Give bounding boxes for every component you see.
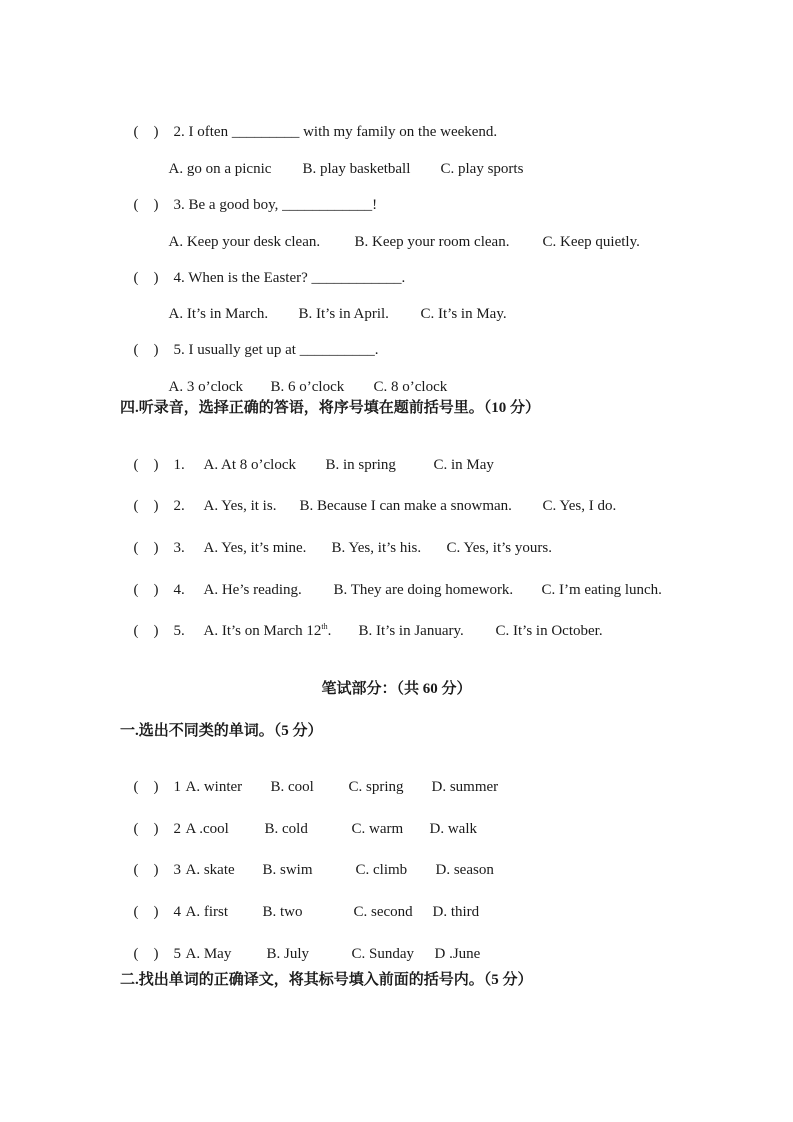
ordinal-suffix: th bbox=[321, 622, 328, 631]
question-3-options bbox=[161, 220, 640, 250]
option-c: C. play sports bbox=[440, 161, 524, 177]
word-item-2 bbox=[126, 807, 477, 837]
option-c: C. 8 o’clock bbox=[373, 379, 448, 395]
option-a: A. Yes, it’s mine. bbox=[203, 540, 307, 556]
answer-paren: ( ) bbox=[133, 821, 159, 837]
answer-paren: ( ) bbox=[133, 342, 159, 358]
item-number: 4 bbox=[173, 904, 181, 920]
answer-paren: ( ) bbox=[133, 623, 159, 639]
question-4-options bbox=[161, 292, 507, 322]
word-item-5 bbox=[126, 932, 480, 962]
option-c: C. spring bbox=[348, 779, 404, 795]
option-c: C. in May bbox=[433, 457, 494, 473]
listening-item-2 bbox=[126, 484, 616, 514]
answer-paren: ( ) bbox=[133, 582, 159, 598]
answer-paren: ( ) bbox=[133, 904, 159, 920]
option-c: C. Yes, I do. bbox=[542, 498, 617, 514]
word-item-3 bbox=[126, 848, 494, 878]
answer-paren: ( ) bbox=[133, 946, 159, 962]
option-b: B. in spring bbox=[325, 457, 396, 473]
option-b: B. It’s in April. bbox=[298, 306, 389, 322]
answer-paren: ( ) bbox=[133, 498, 159, 514]
question-stem: 3. Be a good boy, ____________! bbox=[173, 197, 378, 213]
answer-paren: ( ) bbox=[133, 197, 159, 213]
option-a-period: . bbox=[327, 623, 332, 639]
option-a: A. winter bbox=[185, 779, 243, 795]
option-b: B. They are doing homework. bbox=[333, 582, 514, 598]
question-5-options bbox=[161, 365, 447, 395]
question-stem: 2. I often _________ with my family on the weekend. bbox=[173, 124, 498, 140]
option-c: C. second bbox=[353, 904, 413, 920]
written-section-1-title: 一.选出不同类的单词。（5 分） bbox=[120, 723, 323, 739]
option-b: B. two bbox=[262, 904, 303, 920]
option-b: B. cool bbox=[270, 779, 314, 795]
option-b: B. swim bbox=[262, 862, 313, 878]
option-b: B. cold bbox=[264, 821, 308, 837]
listening-item-4 bbox=[126, 568, 662, 598]
option-a: A. Yes, it is. bbox=[203, 498, 277, 514]
item-number: 4. bbox=[173, 582, 185, 598]
item-number: 2. bbox=[173, 498, 185, 514]
question-2 bbox=[126, 110, 497, 140]
item-number: 2 bbox=[173, 821, 181, 837]
option-a bbox=[204, 624, 359, 639]
word-item-4 bbox=[126, 890, 479, 920]
option-d: D. season bbox=[435, 862, 494, 878]
item-number: 5. bbox=[173, 623, 185, 639]
option-a: A. It’s in March. bbox=[168, 306, 269, 322]
item-number: 1 bbox=[173, 779, 181, 795]
option-c: C. Yes, it’s yours. bbox=[446, 540, 552, 556]
listening-item-3 bbox=[126, 526, 552, 556]
question-5 bbox=[126, 328, 378, 358]
option-a: A. He’s reading. bbox=[203, 582, 302, 598]
option-a: A. skate bbox=[185, 862, 235, 878]
option-c: C. It’s in May. bbox=[420, 306, 507, 322]
answer-paren: ( ) bbox=[133, 124, 159, 140]
option-c: C. It’s in October. bbox=[495, 623, 603, 639]
question-stem: 4. When is the Easter? ____________. bbox=[173, 270, 406, 286]
item-number: 1. bbox=[173, 457, 185, 473]
option-c: C. climb bbox=[355, 862, 408, 878]
question-4 bbox=[126, 256, 405, 286]
written-part-title: 笔试部分：（共 60 分） bbox=[321, 681, 472, 697]
section-4-title: 四.听录音，选择正确的答语，将序号填在题前括号里。（10 分） bbox=[120, 400, 541, 416]
option-b: B. Because I can make a snowman. bbox=[299, 498, 512, 514]
answer-paren: ( ) bbox=[133, 457, 159, 473]
option-c: C. I’m eating lunch. bbox=[541, 582, 662, 598]
option-a-text: A. It’s on March 12 bbox=[203, 623, 322, 639]
option-c: C. Sunday bbox=[351, 946, 415, 962]
answer-paren: ( ) bbox=[133, 540, 159, 556]
answer-paren: ( ) bbox=[133, 779, 159, 795]
written-section-2-title: 二.找出单词的正确译文，将其标号填入前面的括号内。（5 分） bbox=[120, 972, 533, 988]
option-b: B. It’s in January. bbox=[358, 623, 464, 639]
option-b: B. Yes, it’s his. bbox=[331, 540, 422, 556]
option-a: A. go on a picnic bbox=[168, 161, 272, 177]
option-a: A. Keep your desk clean. bbox=[168, 234, 321, 250]
option-a: A .cool bbox=[185, 821, 229, 837]
answer-paren: ( ) bbox=[133, 862, 159, 878]
question-2-options bbox=[161, 147, 523, 177]
option-a: A. 3 o’clock bbox=[168, 379, 244, 395]
option-b: B. Keep your room clean. bbox=[354, 234, 510, 250]
option-a: A. first bbox=[185, 904, 228, 920]
option-a: A. May bbox=[185, 946, 232, 962]
option-a: A. At 8 o’clock bbox=[203, 457, 296, 473]
option-d: D. walk bbox=[429, 821, 477, 837]
item-number: 3 bbox=[173, 862, 181, 878]
question-3 bbox=[126, 183, 377, 213]
option-c: C. warm bbox=[351, 821, 404, 837]
option-d: D .June bbox=[434, 946, 481, 962]
option-d: D. third bbox=[432, 904, 480, 920]
listening-item-5 bbox=[126, 609, 603, 639]
option-b: B. 6 o’clock bbox=[270, 379, 345, 395]
option-d: D. summer bbox=[431, 779, 499, 795]
option-c: C. Keep quietly. bbox=[542, 234, 640, 250]
option-b: B. play basketball bbox=[302, 161, 411, 177]
item-number: 5 bbox=[173, 946, 181, 962]
word-item-1 bbox=[126, 765, 498, 795]
option-b: B. July bbox=[266, 946, 310, 962]
answer-paren: ( ) bbox=[133, 270, 159, 286]
listening-item-1 bbox=[126, 443, 494, 473]
item-number: 3. bbox=[173, 540, 185, 556]
question-stem: 5. I usually get up at __________. bbox=[173, 342, 379, 358]
